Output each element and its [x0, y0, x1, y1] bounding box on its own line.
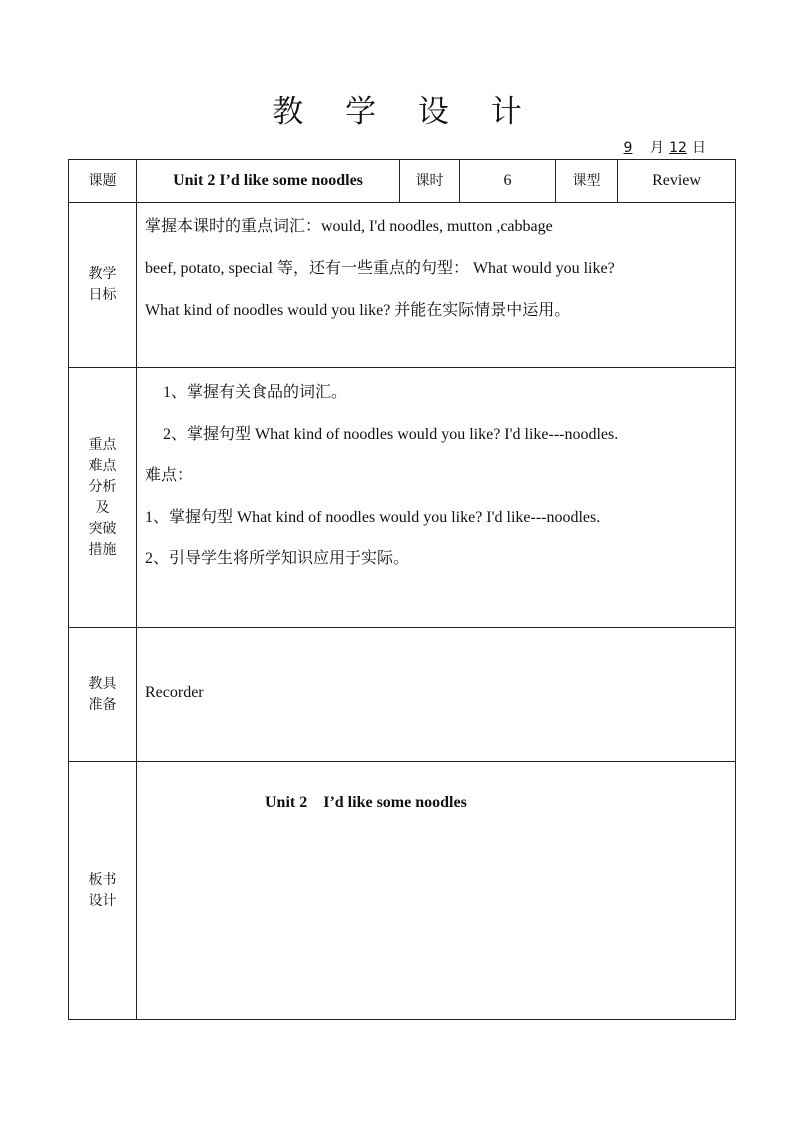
- key-points-label-line: 突破: [88, 520, 117, 537]
- key-points-line: 1、掌握句型 What kind of noodles would you like? I'd like---noodles.: [145, 509, 601, 526]
- blackboard-label: [69, 762, 136, 1019]
- row-divider: [69, 761, 735, 762]
- date-line: [606, 137, 706, 157]
- key-points-label: [69, 368, 136, 627]
- objectives-line: What kind of noodles would you like? 并能在实际情景中运用。: [145, 302, 571, 319]
- equipment-label-line: 教具: [88, 675, 117, 692]
- period-label: 课时: [415, 172, 444, 189]
- topic-value: Unit 2 I’d like some noodles: [173, 172, 363, 189]
- equipment-label-line: 准备: [88, 696, 117, 713]
- objectives-label-line: 日标: [88, 287, 117, 303]
- key-points-label-line: 及: [95, 499, 110, 516]
- objectives-label: [69, 203, 136, 367]
- row-divider: [69, 367, 735, 368]
- period-value: 6: [503, 172, 512, 189]
- key-points-line: 难点：: [145, 467, 194, 484]
- key-points-label-line: 重点: [88, 436, 117, 453]
- row-divider: [69, 202, 735, 203]
- equipment-label: [69, 628, 136, 761]
- type-value: Review: [652, 172, 701, 189]
- blackboard-label-line: 板书: [88, 871, 117, 888]
- day-suffix: 日: [692, 140, 706, 156]
- key-points-label-line: 分析: [88, 478, 117, 495]
- equipment-value: Recorder: [145, 684, 204, 701]
- blackboard-heading: Unit 2 I’d like some noodles: [265, 794, 467, 811]
- key-points-label-line: 难点: [88, 457, 117, 474]
- column-divider: [136, 160, 137, 1019]
- blackboard-label-line: 设计: [88, 892, 117, 909]
- day-value: 12: [669, 140, 687, 156]
- key-points-label-line: 措施: [88, 541, 117, 558]
- objectives-line: 掌握本课时的重点词汇：would, I'd noodles, mutton ,cabbage: [145, 218, 553, 235]
- month-suffix: 月: [650, 140, 664, 156]
- row-divider: [69, 627, 735, 628]
- objectives-line: beef, potato, special 等，还有一些重点的句型： What would you like?: [145, 260, 615, 277]
- lesson-plan-table: [68, 159, 736, 1020]
- key-points-line: 1、掌握有关食品的词汇。: [163, 384, 348, 401]
- key-points-line: 2、引导学生将所学知识应用于实际。: [145, 550, 410, 567]
- month-value: 9: [623, 140, 633, 156]
- topic-label: 课题: [88, 172, 117, 189]
- document-title: 教 学 设 计: [272, 94, 538, 130]
- objectives-label-line: 教学: [88, 266, 117, 282]
- key-points-line: 2、掌握句型 What kind of noodles would you like? I'd like---noodles.: [163, 426, 619, 443]
- type-label: 课型: [572, 172, 601, 189]
